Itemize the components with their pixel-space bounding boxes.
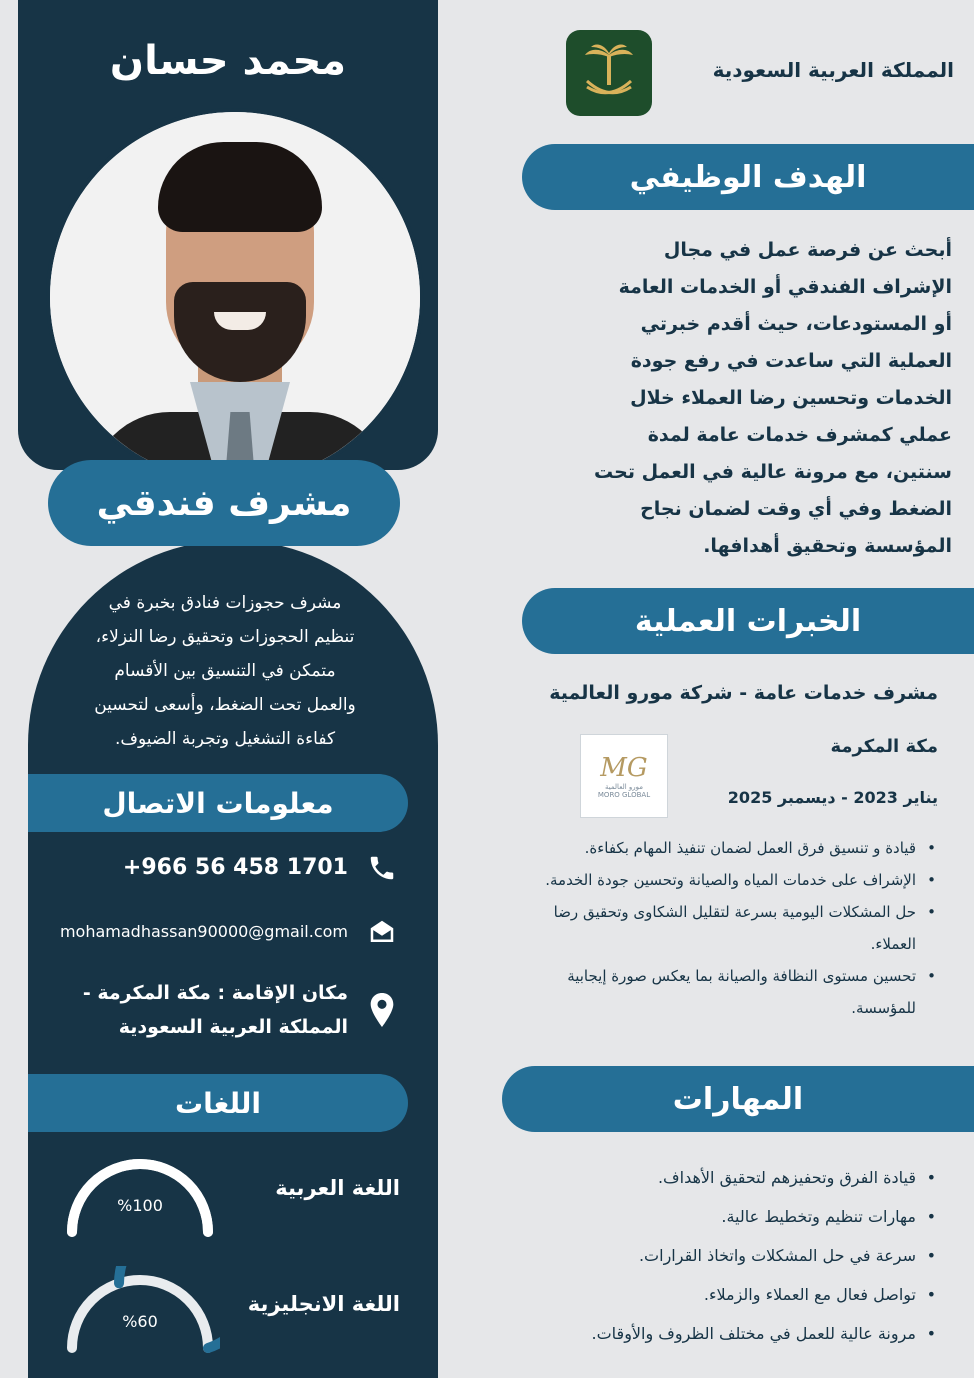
contact-phone-row[interactable] (40, 850, 400, 886)
language-gauge (60, 1266, 220, 1356)
email-address: mohamadhassan90000@gmail.com (59, 922, 348, 941)
list-item: • تواصل فعال مع العملاء والزملاء. (518, 1275, 938, 1314)
list-item: • قيادة الفرق وتحفيزهم لتحقيق الأهداف. (518, 1158, 938, 1197)
saudi-emblem-icon (566, 30, 652, 116)
list-item: • حل المشكلات اليومية بسرعة لتقليل الشكاوى وتحقيق رضا العملاء. (508, 896, 938, 960)
contact-address-row (40, 976, 400, 1044)
list-item: • قيادة و تنسيق فرق العمل لضمان تنفيذ المهام بكفاءة. (508, 832, 938, 864)
language-name: اللغة العربية (275, 1176, 400, 1200)
skills-list (518, 1158, 938, 1353)
phone-icon (364, 850, 400, 886)
objective-heading: الهدف الوظيفي (522, 144, 974, 210)
objective-text: أبحث عن فرصة عمل في مجال الإشراف الفندقي أو الخدمات العامة أو المستودعات، حيث أقدم خبرتي العملية التي ساعدت في رفع جودة الخدمات وتحسين رضا العملاء خلال عملي كمشرف خدمات عامة لمدة سنتين، مع مرونة عالية في العمل تحت الضغط وفي أي وقت لضمان نجاح المؤسسة وتحقيق أهدافها. (594, 239, 952, 557)
language-level: %60 (122, 1312, 158, 1331)
job-title-badge: مشرف فندقي (48, 460, 400, 546)
list-item: • سرعة في حل المشكلات واتخاذ القرارات. (518, 1236, 938, 1275)
language-level: %100 (117, 1196, 163, 1215)
list-item: • مهارات تنظيم وتخطيط عالية. (518, 1197, 938, 1236)
list-item: • الإشراف على خدمات المياه والصيانة وتحسين جودة الخدمة. (508, 864, 938, 896)
job-city: مكة المكرمة (830, 736, 938, 757)
skills-heading: المهارات (502, 1066, 974, 1132)
list-item: • تحسين مستوى النظافة والصيانة بما يعكس صورة إيجابية للمؤسسة. (508, 960, 938, 1024)
job-position: مشرف خدمات عامة - شركة مورو العالمية (549, 682, 938, 704)
experience-bullets (508, 832, 938, 1024)
phone-number: +966 56 458 1701 (122, 855, 348, 880)
contact-email-row[interactable] (40, 914, 400, 950)
language-gauge (60, 1150, 220, 1240)
company-logo: MG مورو العالمية MORO GLOBAL (580, 734, 668, 818)
language-item-english (60, 1266, 400, 1366)
address: مكان الإقامة : مكة المكرمة - المملكة العربية السعودية (82, 982, 348, 1038)
location-pin-icon (364, 992, 400, 1028)
country-label: المملكة العربية السعودية (712, 58, 954, 82)
languages-heading: اللغات (28, 1074, 408, 1132)
language-item-arabic (60, 1150, 400, 1250)
profile-summary: مشرف حجوزات فنادق بخبرة في تنظيم الحجوزات وتحقيق رضا النزلاء، متمكن في التنسيق بين الأقسام والعمل تحت الضغط، وأسعى لتحسين كفاءة التشغيل وتجربة الضيوف. (94, 593, 356, 749)
contact-heading: معلومات الاتصال (28, 774, 408, 832)
profile-photo (46, 108, 424, 486)
envelope-icon (364, 914, 400, 950)
person-name: محمد حسان (109, 38, 347, 84)
language-name: اللغة الانجليزية (247, 1292, 400, 1316)
experience-heading: الخبرات العملية (522, 588, 974, 654)
list-item: • مرونة عالية للعمل في مختلف الظروف والأوقات. (518, 1314, 938, 1353)
job-dates: يناير 2023 - ديسمبر 2025 (727, 788, 938, 807)
